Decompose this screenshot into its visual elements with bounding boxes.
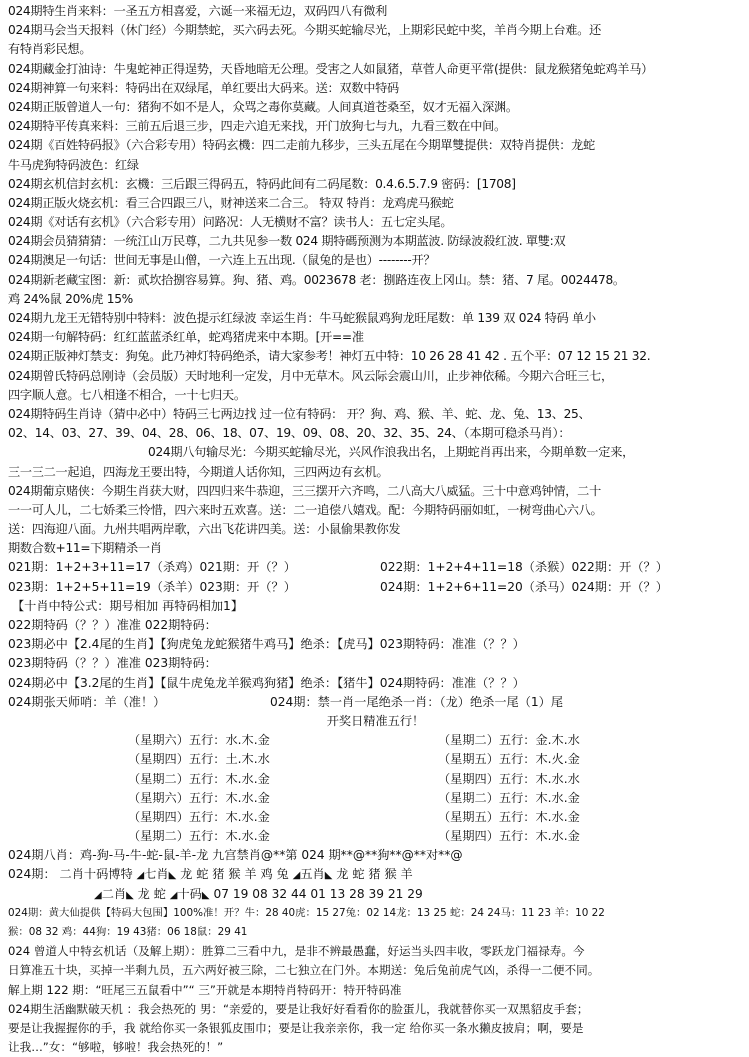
ten-a5: 龙 蛇 猪 猴 羊 xyxy=(336,867,413,882)
elements-row xyxy=(8,731,743,750)
formula-line: 023期必中【2.4尾的生肖】【狗虎兔龙蛇猴猪牛鸡马】绝杀：【虎马】023期特码：准准（？？） xyxy=(8,637,525,652)
text-line: 024期特平传真来料：三前五后退三步，四走六追无来找，开门放狗七与九，九看三数在中间。 xyxy=(8,119,506,134)
triangle-icon: ◣ xyxy=(126,889,134,901)
elements-right: （星期五）五行：木.火.金 xyxy=(438,752,580,767)
text-line: 鸡 24%鼠 20%虎 15% xyxy=(8,291,133,306)
text-line: 024期马会当天报料（休门经）今期禁蛇，买六码去死。今期买蛇输尽光，上期彩民蛇中奖，羊肖今期上台难。还 xyxy=(8,23,601,38)
calc-right: 022期：1+2+4+11=18（杀猴）022期：开（？） xyxy=(380,560,668,575)
text-line: 牛马虎狗特码波色：红绿 xyxy=(8,157,139,172)
elements-left: （星期四）五行：土.木.水 xyxy=(128,752,270,767)
zhang-row xyxy=(8,693,743,712)
elements-right: （星期四）五行：木.水.水 xyxy=(438,771,580,786)
ten-b4: 07 19 08 32 44 01 13 28 39 21 29 xyxy=(213,886,423,901)
text-line: 02、14、03、27、39、04、28、06、18、07、19、09、08、20、32、35、24、（本期可稳杀马肖）： xyxy=(8,426,571,441)
text-line: 024期一句解特码：红红蓝蓝杀红单，蛇鸡猪虎来中本期。[开==准 xyxy=(8,330,364,345)
ten-code-line-2 xyxy=(8,885,743,904)
zhang-right: 024期：禁一肖一尾绝杀一肖：（龙）绝杀一尾（1）尾 xyxy=(270,694,564,709)
text-line: 024期会员猜猜猜：一统江山万民尊，二九共见参一数 024 期特碼预测为本期蓝波. 防绿波殺红波. 單雙:双 xyxy=(8,234,566,249)
elements-title: 开奖日精准五行！ xyxy=(326,713,425,728)
ten-a2: 七肖 xyxy=(144,867,169,882)
calc-left: 021期：1+2+3+11=17（杀鸡）021期：开（？） xyxy=(8,560,296,575)
formula-line: 023期特码（？？）准准 023期特码： xyxy=(8,656,217,671)
text-line: 024期神算一句来料：特码出在双绿尾，单红要出大码来。送：双数中特码 xyxy=(8,80,399,95)
calc-row-1 xyxy=(8,558,743,577)
elements-left: （星期二）五行：木.水.金 xyxy=(128,771,270,786)
ten-code-line-1 xyxy=(8,865,743,884)
zeng-line-1: 024 曾道人中特玄机话（及解上期）：胜算二三看中九，是非不辨最愚蠢，好运当头四丰收，零跃龙门福禄寿。今 xyxy=(8,944,585,959)
text-line: 024期特生肖来料：一圣五方相喜爱，六诞一来福无边，双码四八有微利 xyxy=(8,4,387,18)
zeng-line-2: 日算准五十块，买掉一半剩九员，五六两好被三除，二七独立在门外。本期送：兔后兔前虎气凶，杀得一二便不同。 xyxy=(8,963,600,978)
elements-right: （星期二）五行：木.水.金 xyxy=(438,790,580,805)
elements-left: （星期六）五行：水.木.金 xyxy=(128,733,270,748)
text-line: 024期澳足一句话：世间无事是山僧，一六连上五出现.（鼠兔的是也）--------开？ xyxy=(8,253,436,268)
elements-left: （星期四）五行：木.水.金 xyxy=(128,809,270,824)
text-line: 三一三二一起追，四海龙王要出特，今期道人话你知，三四两边有玄机。 xyxy=(8,464,389,479)
formula-line: 024期必中【3.2尾的生肖】【鼠牛虎兔龙羊猴鸡狗猪】绝杀：【猪牛】024期特码：准准（？？） xyxy=(8,675,525,690)
text-line: 024期正版神灯禁支：狗兔。此乃神灯特码绝杀，请大家参考！神灯五中特：10 26 28 41 42 . 五个平：07 12 15 21 32. xyxy=(8,349,651,364)
elements-row xyxy=(8,808,743,827)
humor-line-1: 024期生活幽默破天机 ：我会热死的 男：“亲爱的，要是让我好好看看你的脸蛋儿，我就替你买一双黑貂皮手套； xyxy=(8,1001,589,1016)
eight-zodiac-line: 024期八肖：鸡-狗-马-牛-蛇-鼠-羊-龙 九宫禁肖@**第 024 期**@**狗**@**对**@ xyxy=(8,848,463,863)
text-line: 024期《百姓特码报》（六合彩专用）特码玄機：四二走前九移步，三头五尾在今期單雙提供：双特肖提供：龙蛇 xyxy=(8,138,595,153)
triangle-icon: ◣ xyxy=(168,870,177,882)
text-line: 024期八句输尽光：今期买蛇输尽光，兴风作浪我出名，上期蛇肖再出来，今期单数一定来， xyxy=(148,445,634,460)
elements-left: （星期六）五行：木.水.金 xyxy=(128,790,270,805)
text-line: 有特肖彩民想。 xyxy=(8,42,92,57)
huang-line-2: 猴：08 32 鸡：44狗：19 43猪：06 18鼠：29 41 xyxy=(8,926,248,938)
zhang-left: 024期张天师哨：羊（准！） xyxy=(8,694,166,709)
ten-a: 二肖十码博特 xyxy=(59,867,133,882)
triangle-icon: ◢ xyxy=(292,870,301,882)
text-line: 024期特码生肖诗（猜中必中）特码三七两边找 过一位有特码： 开？狗、鸡、猴、羊、蛇、龙、兔、13、25、 xyxy=(8,406,591,421)
huang-line-1: 024期：黄大仙提供【特码大包围】100%准！开？牛：28 40虎：15 27兔：02 14龙：13 25 蛇：24 24马：11 23 羊：10 22 xyxy=(8,906,605,919)
text-line: 一一可人儿，二七娇柔三怜惜，四六来时五欢喜。送：二一追偿八嬉戏。配：今期特码丽如虹，一树弯曲心六八。 xyxy=(8,502,603,517)
main-text-block xyxy=(8,2,743,558)
text-line: 四字顺人意。七八相逢不相合，一十七归天。 xyxy=(8,387,246,402)
ten-a4: 五肖 xyxy=(300,867,325,882)
ten-b: 二肖 xyxy=(101,886,127,901)
elements-table xyxy=(8,731,743,846)
elements-left: （星期二）五行：木.水.金 xyxy=(128,829,270,844)
calc-left: 023期：1+2+5+11=19（杀羊）023期：开（？） xyxy=(8,579,296,594)
elements-right: （星期五）五行：木.水.金 xyxy=(438,809,580,824)
triangle-icon: ◢ xyxy=(169,889,178,901)
triangle-icon: ◢ xyxy=(94,889,102,901)
elements-row xyxy=(8,789,743,808)
lottery-document xyxy=(8,2,743,1057)
triangle-icon: ◣ xyxy=(324,870,333,882)
text-line: 024期葡京赌侠：今期生肖获大财，四四归来牛恭迎，三三摆开六齐鸣，二八高大八威猛。三十中意鸡钟情，二十 xyxy=(8,483,601,498)
text-line: 024期新老藏宝图：新：贰坎拾捌容易算。狗、猪、鸡。0023678 老：捌路连夜上冈山。禁：猪、7 尾。0024478。 xyxy=(8,272,625,287)
elements-row xyxy=(8,750,743,769)
elements-row xyxy=(8,827,743,846)
calc-right: 024期：1+2+6+11=20（杀马）024期：开（？） xyxy=(380,579,668,594)
text-line: 送：四海迎八面。九州共唱两岸歌，六出飞花讲四美。送：小鼠偷果教你发 xyxy=(8,522,401,537)
triangle-icon: ◢ xyxy=(136,870,145,882)
formula-title: 【十肖中特公式：期号相加 再特码相加1】 xyxy=(12,598,244,613)
formula-line: 022期特码（？？）准准 022期特码： xyxy=(8,618,217,632)
text-line: 024期正版火烧玄机：看三合四跟三八，财神送来二合三。 特双 特肖：龙鸡虎马猴蛇 xyxy=(8,195,454,210)
ten-a3: 龙 蛇 猪 猴 羊 鸡 兔 xyxy=(180,867,289,882)
triangle-icon: ◣ xyxy=(201,889,210,901)
humor-line-3: 让我…”女：“够啦，够啦！我会热死的！” xyxy=(8,1040,224,1055)
text-line: 024期藏金打油诗：牛鬼蛇神正得逞势，天昏地暗无公理。受害之人如鼠猪，草菅人命更平常(提供：鼠龙猴猪兔蛇鸡羊马） xyxy=(8,61,653,76)
ten-b2: 龙 蛇 xyxy=(137,886,166,901)
text-line: 024期九龙王无错特别中特料：波色提示红绿波 幸运生肖：牛马蛇猴鼠鸡狗龙旺尾数：单 139 双 024 特码 单小 xyxy=(8,311,596,325)
calc-row-2 xyxy=(8,578,743,597)
humor-line-2: 要是让我握握你的手，我 就给你买一条银狐皮围巾；要是让我亲亲你，我一定 给你买一条水獭皮披肩；啊，要是 xyxy=(8,1020,584,1035)
elements-right: （星期四）五行：木.水.金 xyxy=(438,829,580,844)
zeng-line-3: 解上期 122 期：“旺尾三五鼠看中”“ 三”开就是本期特肖特码开：特开特码准 xyxy=(8,982,402,997)
text-line: 024期玄机信封玄机：玄機：三后跟三得码五，特码此间有二码尾数：0.4.6.5.7.9 密码：[1708] xyxy=(8,176,516,191)
elements-right: （星期二）五行：金.木.水 xyxy=(438,733,580,748)
text-line: 期数合数+11=下期精杀一肖 xyxy=(8,541,162,556)
text-line: 024期正版曾道人一句：猪狗不如不是人，众骂之毒你莫藏。人间真道苍桑至，奴才无福入深渊。 xyxy=(8,99,518,114)
elements-row xyxy=(8,770,743,789)
text-line: 024期曾氏特码总刚诗（会员版）天时地利一定发，月中无草木。风云际会震山川，止步神依稀。今期六合旺三七， xyxy=(8,368,613,383)
ten-b3: 十码 xyxy=(177,886,202,901)
text-line: 024期《对话有玄机》（六合彩专用）问路况：人无横财不富？读书人：五七定头尾。 xyxy=(8,215,453,230)
ten-label: 024期： xyxy=(8,867,56,882)
